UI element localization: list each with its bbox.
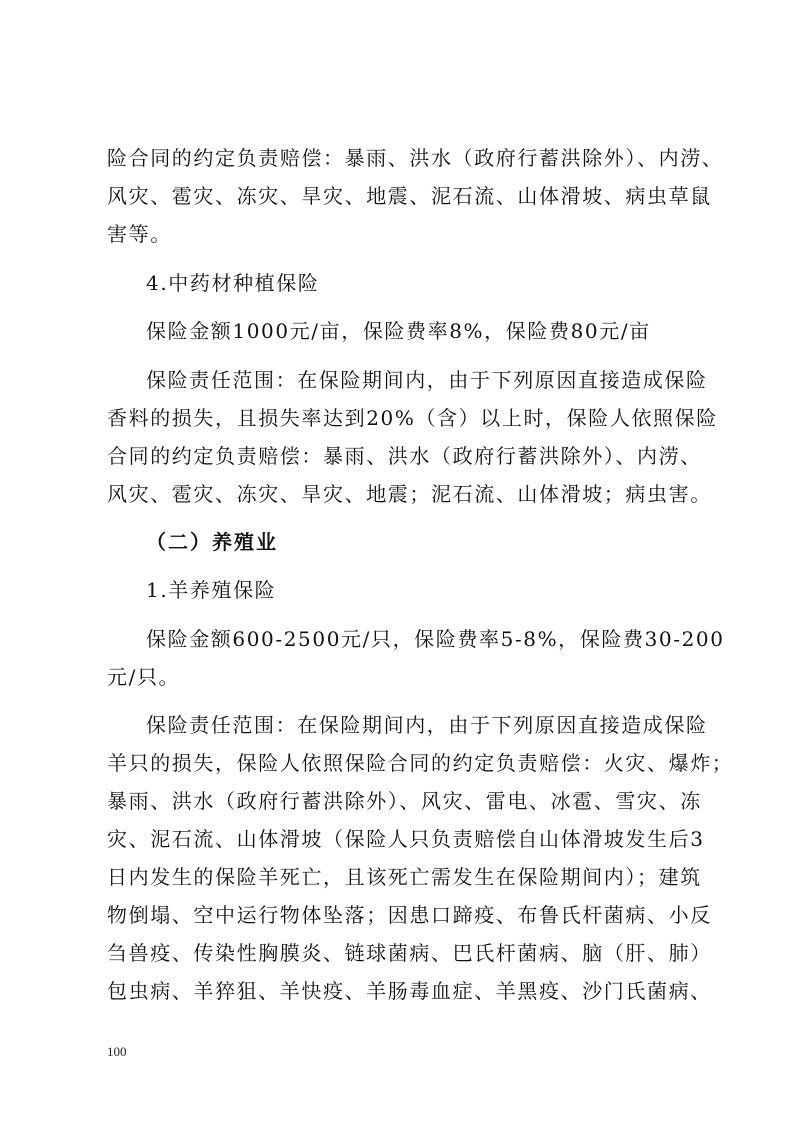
text-line-5: 保险金额1000元/亩，保险费率8%，保险费80元/亩 — [146, 319, 651, 343]
text-line-21: 包虫病、羊猝狙、羊快疫、羊肠毒血症、羊黑疫、沙门氏菌病、 — [107, 979, 712, 1003]
section-heading-breeding: （二）养殖业 — [146, 530, 278, 554]
text-line-1: 险合同的约定负责赔偿：暴雨、洪水（政府行蓄洪除外）、内涝、 — [107, 146, 724, 170]
text-line-7: 香料的损失，且损失率达到20%（含）以上时，保险人依照保险 — [107, 406, 718, 430]
page-number: 100 — [107, 1044, 127, 1059]
text-line-3: 害等。 — [107, 222, 172, 246]
text-line-18: 日内发生的保险羊死亡，且该死亡需发生在保险期间内）；建筑 — [107, 865, 702, 889]
text-line-20: 刍兽疫、传染性胸膜炎、链球菌病、巴氏杆菌病、脑（肝、肺） — [107, 941, 712, 965]
text-line-14: 保险责任范围：在保险期间内，由于下列原因直接造成保险 — [146, 713, 708, 737]
text-line-16: 暴雨、洪水（政府行蓄洪除外）、风灾、雷电、冰雹、雪灾、冻 — [107, 789, 702, 813]
text-line-8: 合同的约定负责赔偿：暴雨、洪水（政府行蓄洪除外）、内涝、 — [107, 444, 702, 468]
text-line-6: 保险责任范围：在保险期间内，由于下列原因直接造成保险 — [146, 368, 708, 392]
text-line-12: 保险金额600-2500元/只，保险费率5-8%，保险费30-200 — [146, 627, 725, 651]
section-heading-herb-insurance: 4.中药材种植保险 — [146, 271, 320, 295]
text-line-17: 灾、泥石流、山体滑坡（保险人只负责赔偿自山体滑坡发生后3 — [107, 827, 705, 851]
text-line-9: 风灾、雹灾、冻灾、旱灾、地震；泥石流、山体滑坡；病虫害。 — [107, 482, 712, 506]
text-line-13: 元/只。 — [107, 665, 181, 689]
text-line-19: 物倒塌、空中运行物体坠落；因患口蹄疫、布鲁氏杆菌病、小反 — [107, 903, 712, 927]
section-heading-sheep-insurance: 1.羊养殖保险 — [146, 578, 277, 602]
text-line-2: 风灾、雹灾、冻灾、旱灾、地震、泥石流、山体滑坡、病虫草鼠 — [107, 184, 712, 208]
text-line-15: 羊只的损失，保险人依照保险合同的约定负责赔偿：火灾、爆炸； — [107, 751, 734, 775]
